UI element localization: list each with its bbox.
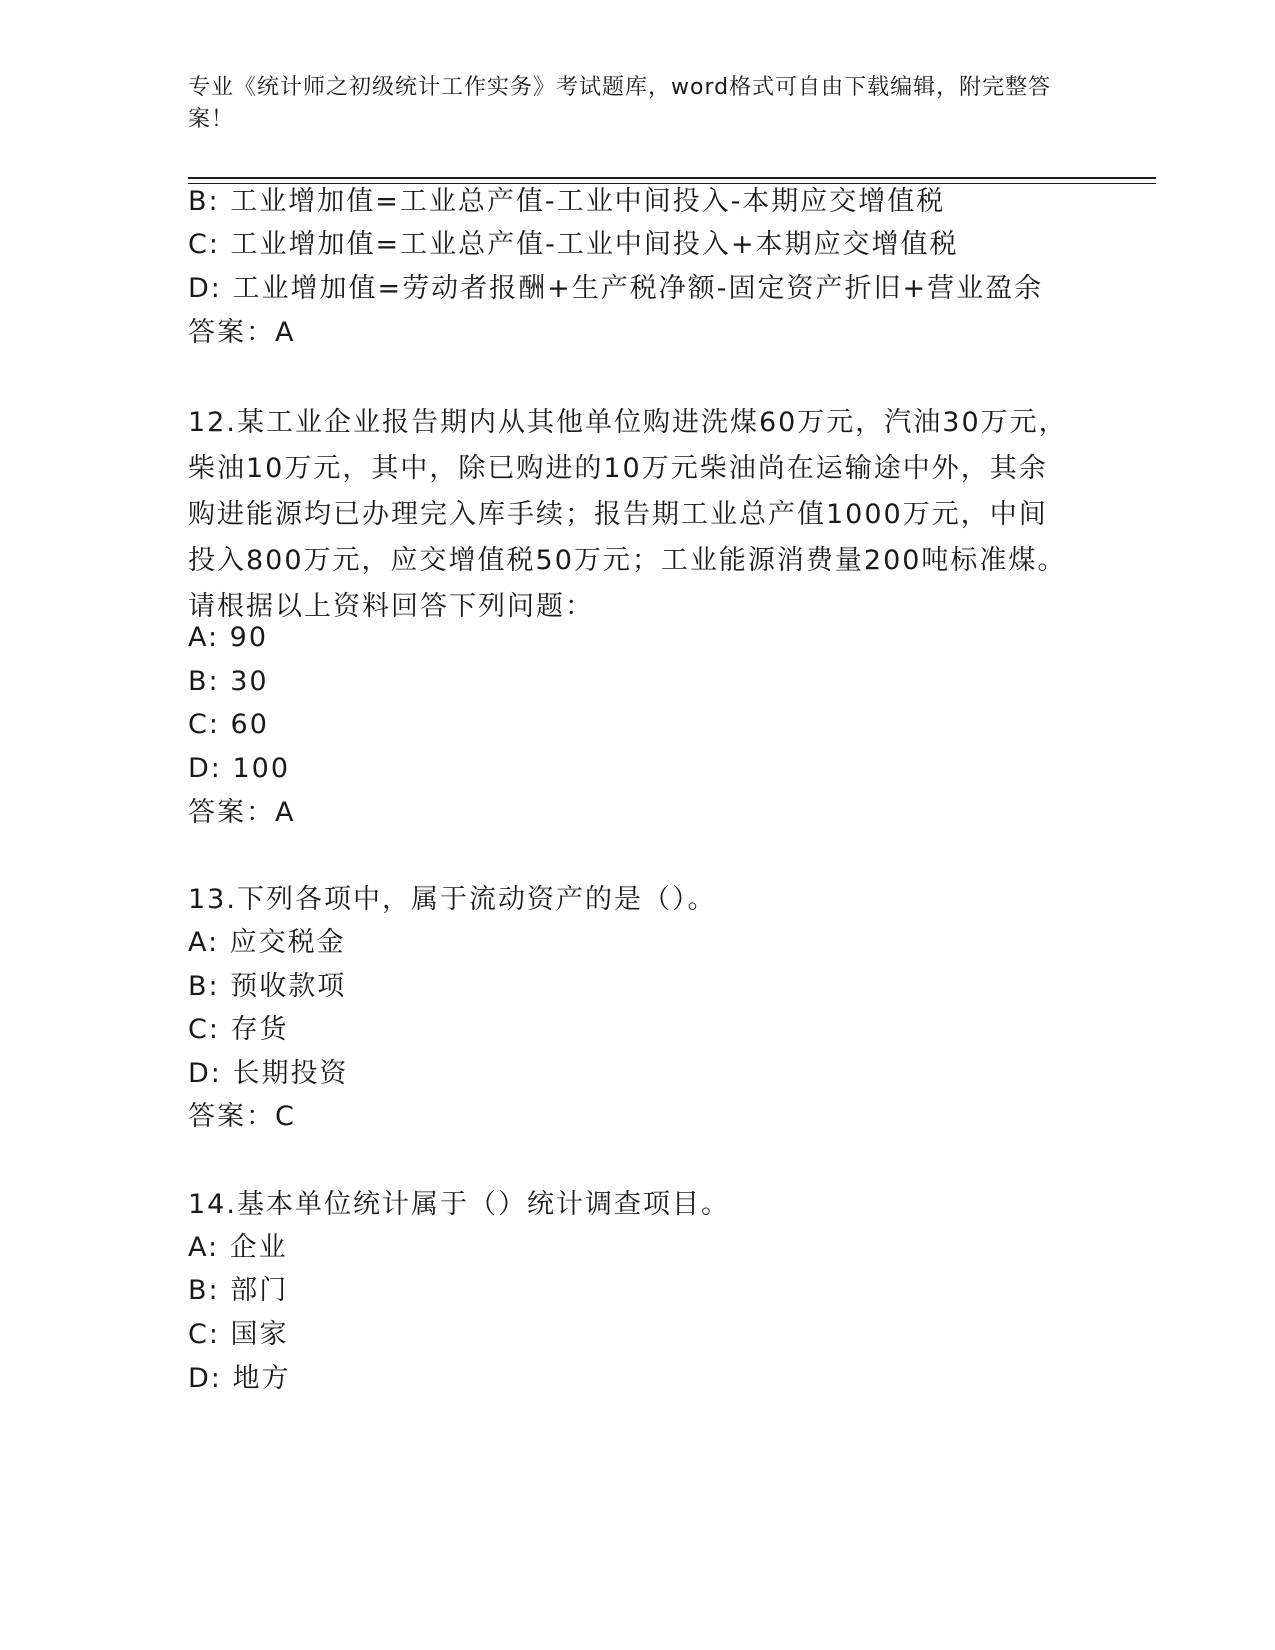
answer-label: 答案： [188, 317, 275, 348]
q11-option-d: D: 工业增加值=劳动者报酬+生产税净额-固定资产折旧+营业盈余 [188, 273, 1044, 304]
answer-value: A [275, 317, 294, 348]
q13-answer [188, 1099, 294, 1135]
q13-option-d: D: 长期投资 [188, 1058, 349, 1089]
answer-value: A [275, 797, 294, 828]
q13-option-c: C: 存货 [188, 1014, 289, 1045]
q11-answer [188, 315, 293, 351]
answer-label: 答案： [188, 1101, 275, 1132]
q13-option-b: B: 预收款项 [188, 971, 347, 1002]
q14-option-d: D: 地方 [188, 1363, 291, 1394]
q14-option-a: A: 企业 [188, 1232, 288, 1263]
q12-answer [188, 795, 293, 831]
document-header: 专业《统计师之初级统计工作实务》考试题库，word格式可自由下载编辑，附完整答案！ [188, 75, 1052, 132]
q14-option-b: B: 部门 [188, 1275, 289, 1306]
q11-option-b: B: 工业增加值=工业总产值-工业中间投入-本期应交增值税 [188, 186, 946, 217]
q14-option-c: C: 国家 [188, 1319, 289, 1350]
answer-label: 答案： [188, 797, 275, 828]
q13-option-a: A: 应交税金 [188, 927, 346, 958]
q12-option-a: A: 90 [188, 622, 269, 653]
q14-stem: 14.基本单位统计属于（）统计调查项目。 [188, 1189, 730, 1220]
header-divider-thick [188, 177, 1156, 179]
q11-option-c: C: 工业增加值=工业总产值-工业中间投入+本期应交增值税 [188, 229, 959, 260]
answer-value: C [275, 1101, 294, 1132]
q12-option-c: C: 60 [188, 709, 269, 740]
q12-option-b: B: 30 [188, 666, 269, 697]
q12-stem: 12.某工业企业报告期内从其他单位购进洗煤60万元，汽油30万元，柴油10万元，其中，除已购进的10万元柴油尚在运输途中外，其余购进能源均已办理完入库手续；报告期工业总产值1000万元，中间投入800万元，应交增值税50万元；工业能源消费量200吨标准煤。请根据以上资料回答下列问题： [188, 407, 1068, 622]
q13-stem: 13.下列各项中，属于流动资产的是（）。 [188, 884, 717, 915]
q12-option-d: D: 100 [188, 753, 291, 784]
